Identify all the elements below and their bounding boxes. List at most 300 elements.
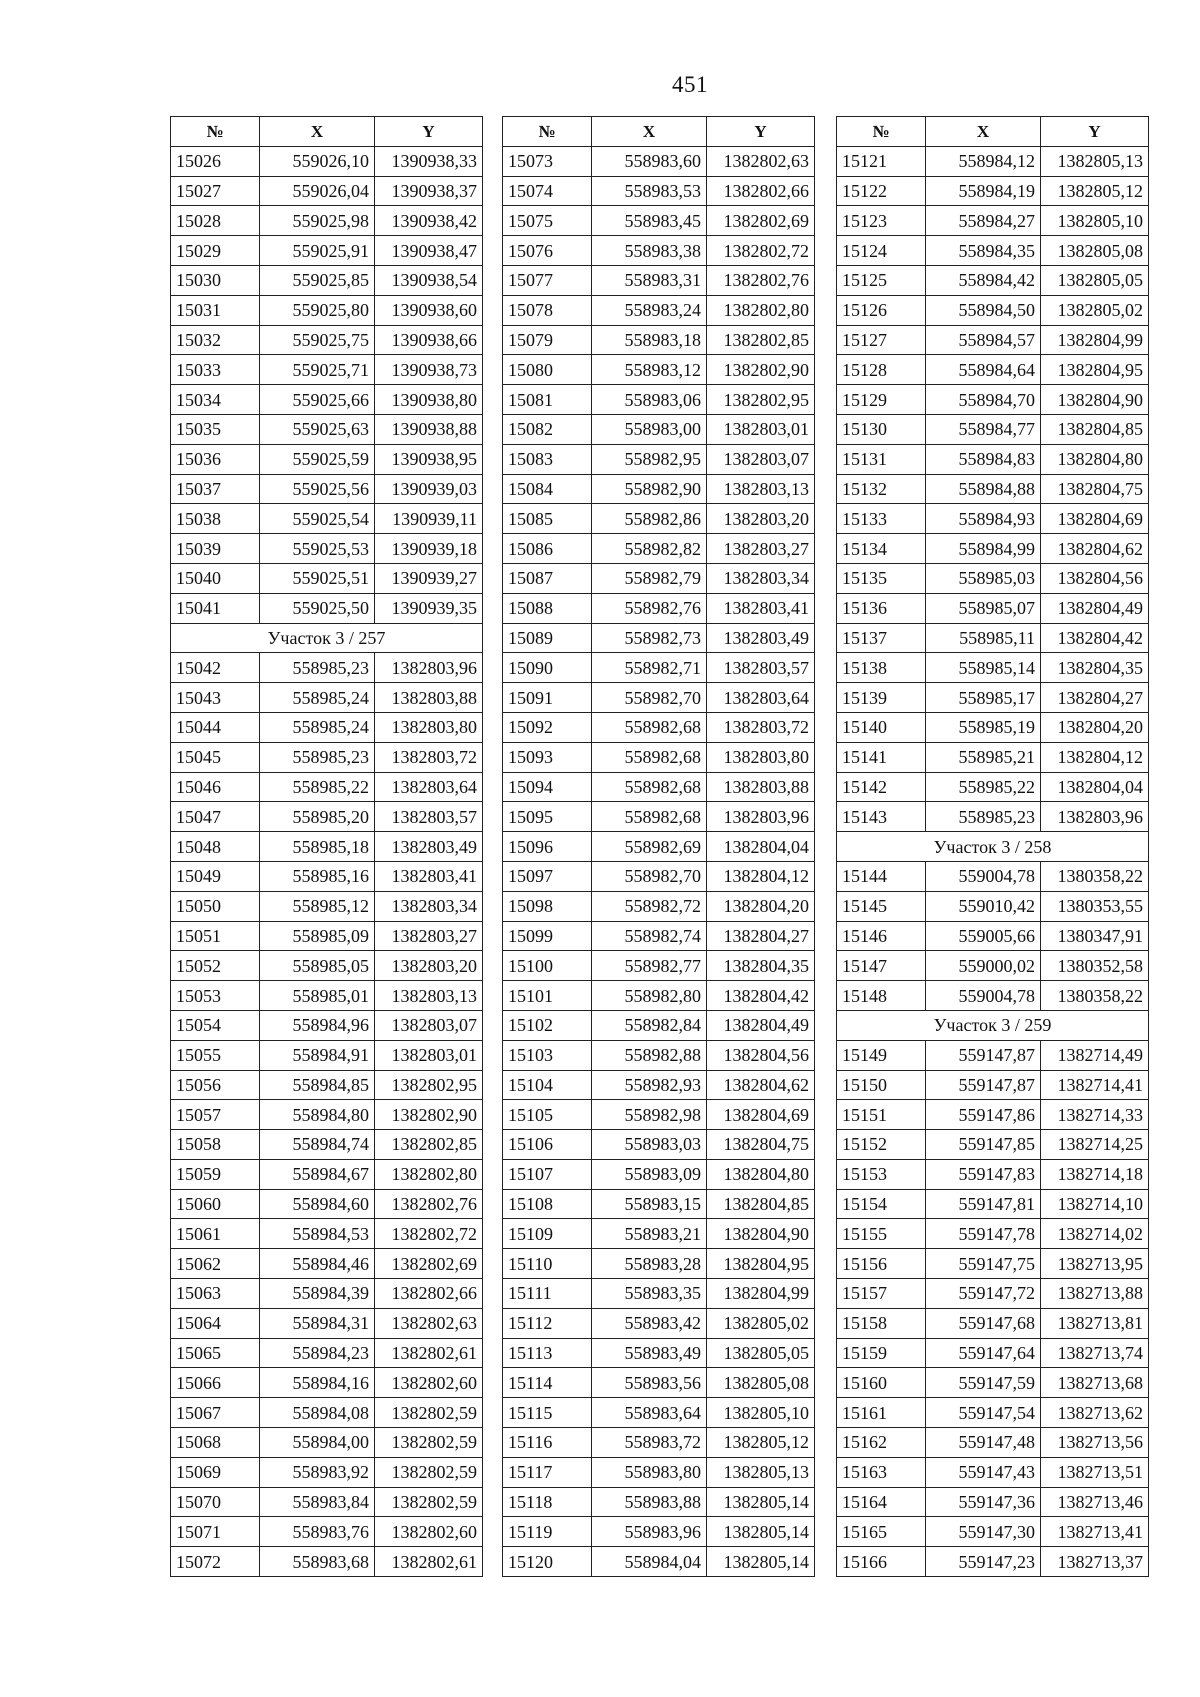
x-coordinate: 559147,87 xyxy=(926,1040,1041,1070)
table-row xyxy=(837,1428,1149,1458)
x-coordinate: 559025,98 xyxy=(260,206,375,236)
y-coordinate: 1382803,34 xyxy=(707,563,815,593)
point-number: 15061 xyxy=(171,1219,260,1249)
x-coordinate: 558984,80 xyxy=(260,1100,375,1130)
x-coordinate: 559025,80 xyxy=(260,295,375,325)
table-row xyxy=(837,563,1149,593)
table-row xyxy=(837,712,1149,742)
table-row xyxy=(171,236,483,266)
y-coordinate: 1382805,14 xyxy=(707,1547,815,1577)
table-row xyxy=(503,236,815,266)
table-row xyxy=(171,653,483,683)
point-number: 15042 xyxy=(171,653,260,683)
table-row xyxy=(171,1428,483,1458)
x-coordinate: 559005,66 xyxy=(926,921,1041,951)
x-coordinate: 559147,72 xyxy=(926,1279,1041,1309)
table-row xyxy=(171,474,483,504)
x-coordinate: 558983,15 xyxy=(592,1189,707,1219)
table-row xyxy=(503,832,815,862)
table-row xyxy=(503,504,815,534)
point-number: 15124 xyxy=(837,236,926,266)
y-coordinate: 1390938,95 xyxy=(375,444,483,474)
point-number: 15123 xyxy=(837,206,926,236)
table-row xyxy=(171,1249,483,1279)
point-number: 15070 xyxy=(171,1487,260,1517)
x-coordinate: 558985,17 xyxy=(926,683,1041,713)
x-coordinate: 559147,54 xyxy=(926,1398,1041,1428)
column-header-x: X xyxy=(926,117,1041,147)
x-coordinate: 559147,48 xyxy=(926,1428,1041,1458)
y-coordinate: 1382713,46 xyxy=(1041,1487,1149,1517)
x-coordinate: 558984,00 xyxy=(260,1428,375,1458)
table-row xyxy=(837,414,1149,444)
x-coordinate: 558984,67 xyxy=(260,1159,375,1189)
x-coordinate: 559025,75 xyxy=(260,325,375,355)
x-coordinate: 558982,95 xyxy=(592,444,707,474)
x-coordinate: 558984,39 xyxy=(260,1279,375,1309)
x-coordinate: 559025,56 xyxy=(260,474,375,504)
y-coordinate: 1390938,54 xyxy=(375,265,483,295)
y-coordinate: 1382803,13 xyxy=(707,474,815,504)
point-number: 15102 xyxy=(503,1010,592,1040)
y-coordinate: 1382805,14 xyxy=(707,1517,815,1547)
x-coordinate: 558984,57 xyxy=(926,325,1041,355)
y-coordinate: 1382713,51 xyxy=(1041,1457,1149,1487)
table-row xyxy=(837,951,1149,981)
y-coordinate: 1382802,59 xyxy=(375,1457,483,1487)
x-coordinate: 558982,88 xyxy=(592,1040,707,1070)
point-number: 15136 xyxy=(837,593,926,623)
x-coordinate: 558983,31 xyxy=(592,265,707,295)
point-number: 15119 xyxy=(503,1517,592,1547)
table-row xyxy=(837,385,1149,415)
point-number: 15105 xyxy=(503,1100,592,1130)
point-number: 15050 xyxy=(171,891,260,921)
table-row xyxy=(503,414,815,444)
y-coordinate: 1382803,01 xyxy=(375,1040,483,1070)
point-number: 15074 xyxy=(503,176,592,206)
point-number: 15059 xyxy=(171,1159,260,1189)
x-coordinate: 558983,35 xyxy=(592,1279,707,1309)
y-coordinate: 1390938,60 xyxy=(375,295,483,325)
table-row xyxy=(837,146,1149,176)
y-coordinate: 1382802,95 xyxy=(375,1070,483,1100)
point-number: 15107 xyxy=(503,1159,592,1189)
point-number: 15048 xyxy=(171,832,260,862)
point-number: 15052 xyxy=(171,951,260,981)
table-row xyxy=(171,1100,483,1130)
coordinate-table-left xyxy=(170,116,483,1577)
y-coordinate: 1382802,59 xyxy=(375,1487,483,1517)
table-row xyxy=(837,1457,1149,1487)
point-number: 15113 xyxy=(503,1338,592,1368)
point-number: 15132 xyxy=(837,474,926,504)
point-number: 15145 xyxy=(837,891,926,921)
point-number: 15100 xyxy=(503,951,592,981)
y-coordinate: 1382804,49 xyxy=(707,1010,815,1040)
table-row xyxy=(837,653,1149,683)
point-number: 15093 xyxy=(503,742,592,772)
table-row xyxy=(837,1040,1149,1070)
point-number: 15151 xyxy=(837,1100,926,1130)
y-coordinate: 1382805,05 xyxy=(1041,265,1149,295)
coordinate-table-right xyxy=(836,116,1149,1577)
x-coordinate: 559147,87 xyxy=(926,1070,1041,1100)
table-row xyxy=(837,474,1149,504)
y-coordinate: 1382804,27 xyxy=(1041,683,1149,713)
x-coordinate: 558985,23 xyxy=(926,802,1041,832)
point-number: 15089 xyxy=(503,623,592,653)
y-coordinate: 1382804,99 xyxy=(707,1279,815,1309)
table-row xyxy=(171,1517,483,1547)
table-row xyxy=(171,861,483,891)
y-coordinate: 1382803,64 xyxy=(375,772,483,802)
table-row xyxy=(503,593,815,623)
point-number: 15038 xyxy=(171,504,260,534)
y-coordinate: 1382802,90 xyxy=(375,1100,483,1130)
table-row xyxy=(503,1219,815,1249)
y-coordinate: 1382802,69 xyxy=(375,1249,483,1279)
section-row xyxy=(837,832,1149,862)
x-coordinate: 558984,96 xyxy=(260,1010,375,1040)
y-coordinate: 1382802,85 xyxy=(375,1130,483,1160)
point-number: 15147 xyxy=(837,951,926,981)
x-coordinate: 559025,71 xyxy=(260,355,375,385)
y-coordinate: 1390938,42 xyxy=(375,206,483,236)
y-coordinate: 1382804,12 xyxy=(707,861,815,891)
y-coordinate: 1382804,90 xyxy=(707,1219,815,1249)
point-number: 15134 xyxy=(837,534,926,564)
table-row xyxy=(837,1219,1149,1249)
point-number: 15150 xyxy=(837,1070,926,1100)
x-coordinate: 558985,09 xyxy=(260,921,375,951)
x-coordinate: 558985,05 xyxy=(260,951,375,981)
y-coordinate: 1382803,80 xyxy=(375,712,483,742)
point-number: 15115 xyxy=(503,1398,592,1428)
x-coordinate: 558982,80 xyxy=(592,981,707,1011)
y-coordinate: 1382713,74 xyxy=(1041,1338,1149,1368)
x-coordinate: 558982,73 xyxy=(592,623,707,653)
x-coordinate: 559025,50 xyxy=(260,593,375,623)
y-coordinate: 1382714,25 xyxy=(1041,1130,1149,1160)
table-row xyxy=(503,772,815,802)
point-number: 15066 xyxy=(171,1368,260,1398)
y-coordinate: 1382804,62 xyxy=(707,1070,815,1100)
y-coordinate: 1382713,56 xyxy=(1041,1428,1149,1458)
column-header-y: Y xyxy=(1041,117,1149,147)
point-number: 15146 xyxy=(837,921,926,951)
x-coordinate: 558983,24 xyxy=(592,295,707,325)
point-number: 15032 xyxy=(171,325,260,355)
table-row xyxy=(503,1010,815,1040)
point-number: 15127 xyxy=(837,325,926,355)
table-row xyxy=(503,1040,815,1070)
table-row xyxy=(837,1487,1149,1517)
point-number: 15157 xyxy=(837,1279,926,1309)
x-coordinate: 558983,00 xyxy=(592,414,707,444)
x-coordinate: 558985,03 xyxy=(926,563,1041,593)
x-coordinate: 559004,78 xyxy=(926,981,1041,1011)
point-number: 15156 xyxy=(837,1249,926,1279)
y-coordinate: 1382805,13 xyxy=(707,1457,815,1487)
y-coordinate: 1382802,60 xyxy=(375,1517,483,1547)
table-row xyxy=(503,683,815,713)
table-row xyxy=(837,921,1149,951)
point-number: 15069 xyxy=(171,1457,260,1487)
y-coordinate: 1382802,59 xyxy=(375,1428,483,1458)
x-coordinate: 559147,36 xyxy=(926,1487,1041,1517)
y-coordinate: 1382713,62 xyxy=(1041,1398,1149,1428)
table-row xyxy=(503,474,815,504)
table-row xyxy=(171,772,483,802)
y-coordinate: 1382713,41 xyxy=(1041,1517,1149,1547)
table-row xyxy=(171,1279,483,1309)
x-coordinate: 558984,83 xyxy=(926,444,1041,474)
table-row xyxy=(503,653,815,683)
point-number: 15103 xyxy=(503,1040,592,1070)
x-coordinate: 558982,70 xyxy=(592,683,707,713)
y-coordinate: 1382802,76 xyxy=(375,1189,483,1219)
y-coordinate: 1382803,20 xyxy=(375,951,483,981)
table-row xyxy=(837,1547,1149,1577)
x-coordinate: 558984,64 xyxy=(926,355,1041,385)
y-coordinate: 1382804,85 xyxy=(707,1189,815,1219)
x-coordinate: 558985,22 xyxy=(926,772,1041,802)
y-coordinate: 1382802,80 xyxy=(375,1159,483,1189)
table-row xyxy=(503,355,815,385)
table-row xyxy=(171,414,483,444)
table-row xyxy=(171,563,483,593)
point-number: 15071 xyxy=(171,1517,260,1547)
x-coordinate: 558984,16 xyxy=(260,1368,375,1398)
table-row xyxy=(503,1100,815,1130)
x-coordinate: 558985,22 xyxy=(260,772,375,802)
table-row xyxy=(171,951,483,981)
x-coordinate: 558982,74 xyxy=(592,921,707,951)
table-row xyxy=(503,1338,815,1368)
x-coordinate: 558982,69 xyxy=(592,832,707,862)
point-number: 15108 xyxy=(503,1189,592,1219)
x-coordinate: 559147,30 xyxy=(926,1517,1041,1547)
x-coordinate: 558983,56 xyxy=(592,1368,707,1398)
section-title: Участок 3 / 257 xyxy=(171,623,483,653)
x-coordinate: 559147,64 xyxy=(926,1338,1041,1368)
table-row xyxy=(171,534,483,564)
y-coordinate: 1382802,69 xyxy=(707,206,815,236)
x-coordinate: 558985,24 xyxy=(260,683,375,713)
table-row xyxy=(503,981,815,1011)
x-coordinate: 559147,78 xyxy=(926,1219,1041,1249)
x-coordinate: 558983,72 xyxy=(592,1428,707,1458)
y-coordinate: 1390938,66 xyxy=(375,325,483,355)
y-coordinate: 1390939,35 xyxy=(375,593,483,623)
x-coordinate: 558983,53 xyxy=(592,176,707,206)
x-coordinate: 558984,91 xyxy=(260,1040,375,1070)
x-coordinate: 558984,27 xyxy=(926,206,1041,236)
x-coordinate: 559025,66 xyxy=(260,385,375,415)
point-number: 15160 xyxy=(837,1368,926,1398)
x-coordinate: 558983,21 xyxy=(592,1219,707,1249)
y-coordinate: 1382804,69 xyxy=(1041,504,1149,534)
x-coordinate: 559147,83 xyxy=(926,1159,1041,1189)
point-number: 15130 xyxy=(837,414,926,444)
point-number: 15137 xyxy=(837,623,926,653)
y-coordinate: 1382802,63 xyxy=(707,146,815,176)
table-row xyxy=(837,534,1149,564)
y-coordinate: 1382802,61 xyxy=(375,1547,483,1577)
y-coordinate: 1382803,96 xyxy=(375,653,483,683)
x-coordinate: 558982,79 xyxy=(592,563,707,593)
table-row xyxy=(837,504,1149,534)
table-row xyxy=(503,951,815,981)
y-coordinate: 1382803,27 xyxy=(375,921,483,951)
point-number: 15158 xyxy=(837,1308,926,1338)
point-number: 15051 xyxy=(171,921,260,951)
x-coordinate: 559004,78 xyxy=(926,861,1041,891)
table-row xyxy=(171,832,483,862)
point-number: 15068 xyxy=(171,1428,260,1458)
point-number: 15035 xyxy=(171,414,260,444)
table-row xyxy=(503,563,815,593)
table-row xyxy=(171,1338,483,1368)
y-coordinate: 1382713,81 xyxy=(1041,1308,1149,1338)
y-coordinate: 1382802,72 xyxy=(375,1219,483,1249)
point-number: 15154 xyxy=(837,1189,926,1219)
x-coordinate: 559147,68 xyxy=(926,1308,1041,1338)
x-coordinate: 558985,23 xyxy=(260,653,375,683)
point-number: 15054 xyxy=(171,1010,260,1040)
point-number: 15037 xyxy=(171,474,260,504)
table-row xyxy=(837,1517,1149,1547)
x-coordinate: 558983,88 xyxy=(592,1487,707,1517)
column-header-number: № xyxy=(837,117,926,147)
y-coordinate: 1382713,68 xyxy=(1041,1368,1149,1398)
table-row xyxy=(837,772,1149,802)
x-coordinate: 558984,23 xyxy=(260,1338,375,1368)
y-coordinate: 1382804,90 xyxy=(1041,385,1149,415)
point-number: 15092 xyxy=(503,712,592,742)
point-number: 15120 xyxy=(503,1547,592,1577)
table-row xyxy=(171,712,483,742)
y-coordinate: 1382802,76 xyxy=(707,265,815,295)
table-row xyxy=(837,355,1149,385)
point-number: 15087 xyxy=(503,563,592,593)
point-number: 15166 xyxy=(837,1547,926,1577)
table-row xyxy=(171,265,483,295)
table-row xyxy=(837,1100,1149,1130)
y-coordinate: 1382805,08 xyxy=(1041,236,1149,266)
y-coordinate: 1382805,05 xyxy=(707,1338,815,1368)
table-row xyxy=(171,593,483,623)
y-coordinate: 1382804,95 xyxy=(1041,355,1149,385)
point-number: 15104 xyxy=(503,1070,592,1100)
table-row xyxy=(503,1070,815,1100)
x-coordinate: 559147,75 xyxy=(926,1249,1041,1279)
x-coordinate: 558985,21 xyxy=(926,742,1041,772)
point-number: 15143 xyxy=(837,802,926,832)
x-coordinate: 558982,77 xyxy=(592,951,707,981)
y-coordinate: 1382802,72 xyxy=(707,236,815,266)
y-coordinate: 1382714,49 xyxy=(1041,1040,1149,1070)
point-number: 15129 xyxy=(837,385,926,415)
point-number: 15086 xyxy=(503,534,592,564)
y-coordinate: 1382804,04 xyxy=(707,832,815,862)
y-coordinate: 1390938,47 xyxy=(375,236,483,266)
table-row xyxy=(503,146,815,176)
x-coordinate: 558982,70 xyxy=(592,861,707,891)
column-header-y: Y xyxy=(707,117,815,147)
table-row xyxy=(503,921,815,951)
point-number: 15043 xyxy=(171,683,260,713)
y-coordinate: 1382713,95 xyxy=(1041,1249,1149,1279)
point-number: 15133 xyxy=(837,504,926,534)
point-number: 15149 xyxy=(837,1040,926,1070)
x-coordinate: 558983,42 xyxy=(592,1308,707,1338)
table-row xyxy=(171,1070,483,1100)
point-number: 15064 xyxy=(171,1308,260,1338)
point-number: 15101 xyxy=(503,981,592,1011)
y-coordinate: 1382805,08 xyxy=(707,1368,815,1398)
point-number: 15155 xyxy=(837,1219,926,1249)
y-coordinate: 1382804,80 xyxy=(707,1159,815,1189)
table-row xyxy=(171,921,483,951)
x-coordinate: 558982,82 xyxy=(592,534,707,564)
table-row xyxy=(837,981,1149,1011)
point-number: 15122 xyxy=(837,176,926,206)
y-coordinate: 1382803,88 xyxy=(375,683,483,713)
point-number: 15080 xyxy=(503,355,592,385)
x-coordinate: 558984,46 xyxy=(260,1249,375,1279)
table-row xyxy=(837,176,1149,206)
table-row xyxy=(171,1308,483,1338)
x-coordinate: 558984,04 xyxy=(592,1547,707,1577)
table-row xyxy=(171,1547,483,1577)
y-coordinate: 1382803,72 xyxy=(375,742,483,772)
point-number: 15078 xyxy=(503,295,592,325)
y-coordinate: 1382804,99 xyxy=(1041,325,1149,355)
y-coordinate: 1390938,80 xyxy=(375,385,483,415)
point-number: 15028 xyxy=(171,206,260,236)
y-coordinate: 1380352,58 xyxy=(1041,951,1149,981)
y-coordinate: 1382803,34 xyxy=(375,891,483,921)
table-row xyxy=(503,623,815,653)
x-coordinate: 559147,81 xyxy=(926,1189,1041,1219)
point-number: 15097 xyxy=(503,861,592,891)
point-number: 15056 xyxy=(171,1070,260,1100)
y-coordinate: 1390939,27 xyxy=(375,563,483,593)
table-row xyxy=(503,385,815,415)
y-coordinate: 1380358,22 xyxy=(1041,861,1149,891)
y-coordinate: 1382714,18 xyxy=(1041,1159,1149,1189)
table-row xyxy=(503,1547,815,1577)
point-number: 15131 xyxy=(837,444,926,474)
y-coordinate: 1390938,88 xyxy=(375,414,483,444)
y-coordinate: 1390939,11 xyxy=(375,504,483,534)
table-row xyxy=(503,1487,815,1517)
column-header-x: X xyxy=(592,117,707,147)
y-coordinate: 1382804,35 xyxy=(1041,653,1149,683)
point-number: 15067 xyxy=(171,1398,260,1428)
point-number: 15110 xyxy=(503,1249,592,1279)
y-coordinate: 1382802,95 xyxy=(707,385,815,415)
y-coordinate: 1382804,20 xyxy=(707,891,815,921)
y-coordinate: 1382805,14 xyxy=(707,1487,815,1517)
point-number: 15085 xyxy=(503,504,592,534)
x-coordinate: 559147,85 xyxy=(926,1130,1041,1160)
y-coordinate: 1382805,10 xyxy=(1041,206,1149,236)
table-row xyxy=(503,444,815,474)
point-number: 15165 xyxy=(837,1517,926,1547)
